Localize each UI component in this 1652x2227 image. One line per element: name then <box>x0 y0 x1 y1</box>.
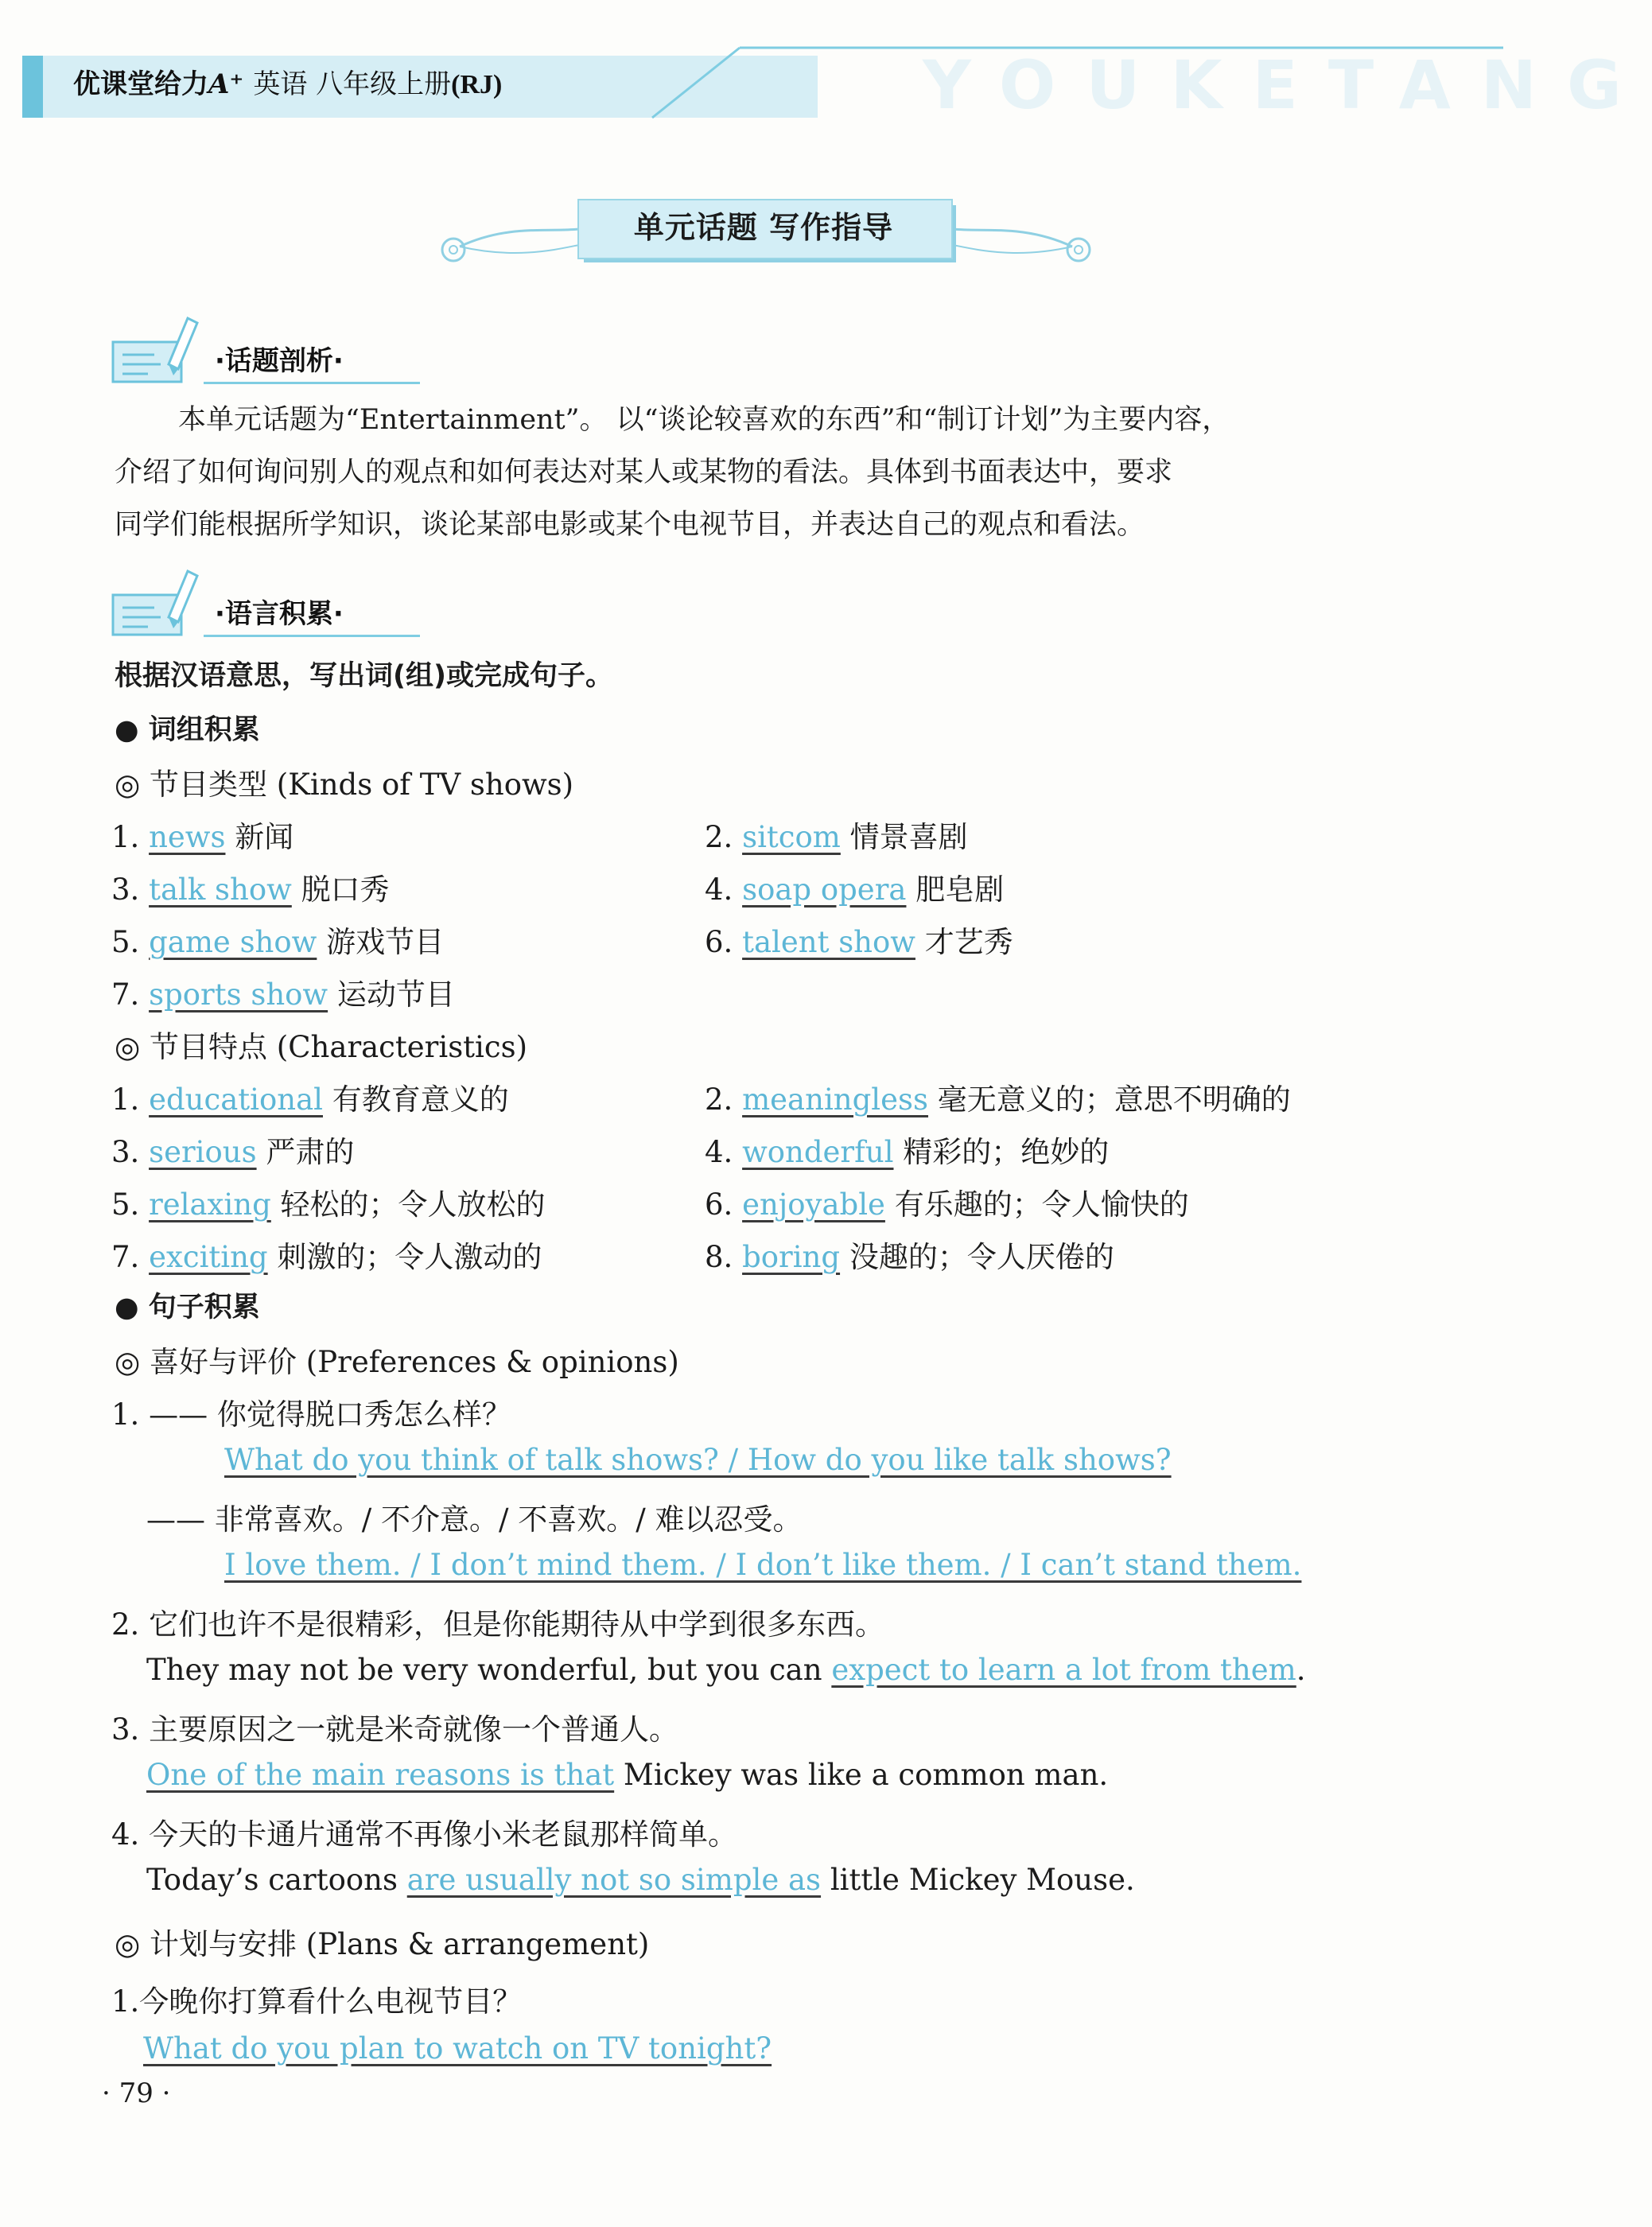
plans-title: ◎ 计划与安排 (Plans & arrangement) <box>115 1927 650 1961</box>
list-item: 3. talk show 脱口秀 <box>111 873 390 907</box>
brand-name: 优课堂给力 <box>73 68 208 100</box>
instruction-text: 根据汉语意思，写出词(组)或完成句子。 <box>115 660 613 692</box>
header-accent-bar <box>22 56 43 118</box>
answer-text: game show <box>149 925 317 959</box>
list-item: 3. serious 严肃的 <box>111 1135 355 1169</box>
list-item: 4. wonderful 精彩的；绝妙的 <box>705 1135 1110 1169</box>
list-item: 2. sitcom 情景喜剧 <box>705 820 968 854</box>
list-item: 4. soap opera 肥皂剧 <box>705 873 1005 907</box>
sentence-1-question: 1. —— 你觉得脱口秀怎么样？ <box>111 1397 511 1432</box>
sentence-1-reply: —— 非常喜欢。/ 不介意。/ 不喜欢。/ 难以忍受。 <box>146 1502 803 1537</box>
answer-text: educational <box>149 1082 323 1117</box>
answer-text: boring <box>742 1240 841 1274</box>
answer-text: relaxing <box>149 1187 271 1222</box>
sentence-3-chinese: 3. 主要原因之一就是米奇就像一个普通人。 <box>111 1712 679 1747</box>
book-edition: (RJ) <box>451 70 503 99</box>
list-item: 5. relaxing 轻松的；令人放松的 <box>111 1187 546 1222</box>
answer-text: soap opera <box>742 873 907 907</box>
list-item: 7. sports show 运动节目 <box>111 977 455 1012</box>
answer-text: wonderful <box>742 1135 894 1169</box>
sentence-2-chinese: 2. 它们也许不是很精彩，但是你能期待从中学到很多东西。 <box>111 1607 885 1642</box>
page-number: · 79 · <box>102 2077 171 2109</box>
pencil-note-icon <box>110 307 205 387</box>
phrases-title: ● 词组积累 <box>115 714 260 746</box>
plans-sentence-1-answer: What do you plan to watch on TV tonight? <box>143 2031 772 2066</box>
language-section-heading: ·语言积累· <box>215 598 344 630</box>
answer-text: serious <box>149 1135 257 1169</box>
header-watermark: YOUKETANG <box>923 46 1652 124</box>
answer-text: expect to learn a lot from them <box>831 1653 1296 1687</box>
topic-section-heading: ·话题剖析· <box>215 345 344 377</box>
topic-heading-underline <box>204 382 420 384</box>
answer-text: enjoyable <box>742 1187 885 1222</box>
list-item: 1. news 新闻 <box>111 820 294 854</box>
banner-title: 单元话题 写作指导 <box>633 210 894 245</box>
sentence-1-question-answer: What do you think of talk shows? / How do you like talk shows? <box>224 1443 1172 1477</box>
list-item: 8. boring 没趣的；令人厌倦的 <box>705 1240 1114 1274</box>
list-item: 6. enjoyable 有乐趣的；令人愉快的 <box>705 1187 1189 1222</box>
answer-text: One of the main reasons is that <box>146 1758 615 1792</box>
book-subject: 英语 八年级上册 <box>253 68 452 100</box>
sentence-2-english: They may not be very wonderful, but you can expect to learn a lot from them. <box>146 1653 1306 1687</box>
preferences-title: ◎ 喜好与评价 (Preferences & opinions) <box>115 1345 679 1379</box>
topic-line-2: 介绍了如何询问别人的观点和如何表达对某人或某物的看法。具体到书面表达中，要求 <box>115 457 1173 488</box>
kinds-title: ◎ 节目类型 (Kinds of TV shows) <box>115 768 574 802</box>
plans-sentence-1-chinese: 1.今晚你打算看什么电视节目？ <box>111 1984 523 2019</box>
topic-line-1: 本单元话题为“Entertainment”。 以“谈论较喜欢的东西”和“制订计划”为主要内容， <box>178 404 1230 436</box>
list-item: 1. educational 有教育意义的 <box>111 1082 509 1117</box>
list-item: 6. talent show 才艺秀 <box>705 925 1013 959</box>
list-item: 7. exciting 刺激的；令人激动的 <box>111 1240 542 1274</box>
list-item: 2. meaningless 毫无意义的；意思不明确的 <box>705 1082 1291 1117</box>
answer-text: talent show <box>742 925 915 959</box>
brand-mark: A⁺ <box>208 68 244 100</box>
sentence-3-english: One of the main reasons is that Mickey was like a common man. <box>146 1758 1109 1792</box>
sentences-title: ● 句子积累 <box>115 1292 260 1323</box>
sentence-4-chinese: 4. 今天的卡通片通常不再像小米老鼠那样简单。 <box>111 1817 738 1852</box>
sentence-4-english: Today’s cartoons are usually not so simple as little Mickey Mouse. <box>146 1863 1135 1897</box>
topic-line-3: 同学们能根据所学知识，谈论某部电影或某个电视节目，并表达自己的观点和看法。 <box>115 509 1145 541</box>
answer-text: sitcom <box>742 820 841 854</box>
header-title <box>73 62 502 107</box>
answer-text: are usually not so simple as <box>406 1863 822 1897</box>
answer-text: sports show <box>149 977 328 1012</box>
answer-text: meaningless <box>742 1082 929 1117</box>
sentence-1-reply-answer: I love them. / I don’t mind them. / I don’t like them. / I can’t stand them. <box>224 1548 1302 1582</box>
answer-text: talk show <box>149 873 292 907</box>
pencil-note-icon <box>110 560 205 639</box>
answer-text: exciting <box>149 1240 268 1274</box>
language-heading-underline <box>204 635 420 637</box>
list-item: 5. game show 游戏节目 <box>111 925 445 959</box>
answer-text: news <box>149 820 226 854</box>
characteristics-title: ◎ 节目特点 (Characteristics) <box>115 1030 528 1064</box>
